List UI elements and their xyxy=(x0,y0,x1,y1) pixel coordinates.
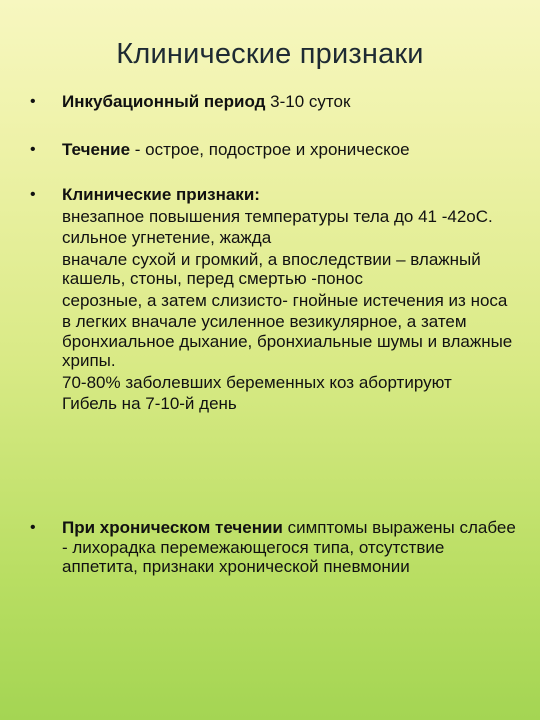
bullet-marker: • xyxy=(30,93,36,110)
sign-cough: вначале сухой и громкий, а впоследствии – влажный кашель, стоны, перед смертью -понос xyxy=(62,249,481,288)
sign-fever: внезапное повышения температуры тела до 41 -42оС. xyxy=(62,206,493,226)
chronic-value: симптомы выражены слабее - лихорадка перемежающегося типа, отсутствие аппетита, признаки хронической пневмонии xyxy=(62,518,516,576)
course-label: Течение xyxy=(62,140,131,159)
incubation-value: 3-10 суток xyxy=(265,92,351,111)
bullet-marker: • xyxy=(30,186,36,203)
bullet-clinical-signs-text xyxy=(62,185,517,414)
chronic-label: При хроническом течении xyxy=(62,518,283,537)
bullet-marker: • xyxy=(30,141,36,158)
bullet-marker: • xyxy=(30,519,36,536)
sign-lungs: в легких вначале усиленное везикулярное, а затем бронхиальное дыхание, бронхиальные шумы и влажные хрипы. xyxy=(62,312,513,370)
incubation-label: Инкубационный период xyxy=(62,92,266,111)
bullet-course-text xyxy=(62,140,517,160)
sign-death: Гибель на 7-10-й день xyxy=(62,394,237,413)
bullet-incubation-text xyxy=(62,92,517,112)
bullet-chronic-text xyxy=(62,518,517,577)
sign-depression: сильное угнетение, жажда xyxy=(62,228,272,247)
sign-abortion: 70-80% заболевших беременных коз абортируют xyxy=(62,372,452,392)
sign-nasal-discharge: серозные, а затем слизисто- гнойные истечения из носа xyxy=(62,290,508,310)
course-value: - острое, подострое и хроническое xyxy=(130,140,410,159)
slide-title: Клинические признаки xyxy=(116,38,424,70)
clinical-signs-label: Клинические признаки: xyxy=(62,185,260,204)
